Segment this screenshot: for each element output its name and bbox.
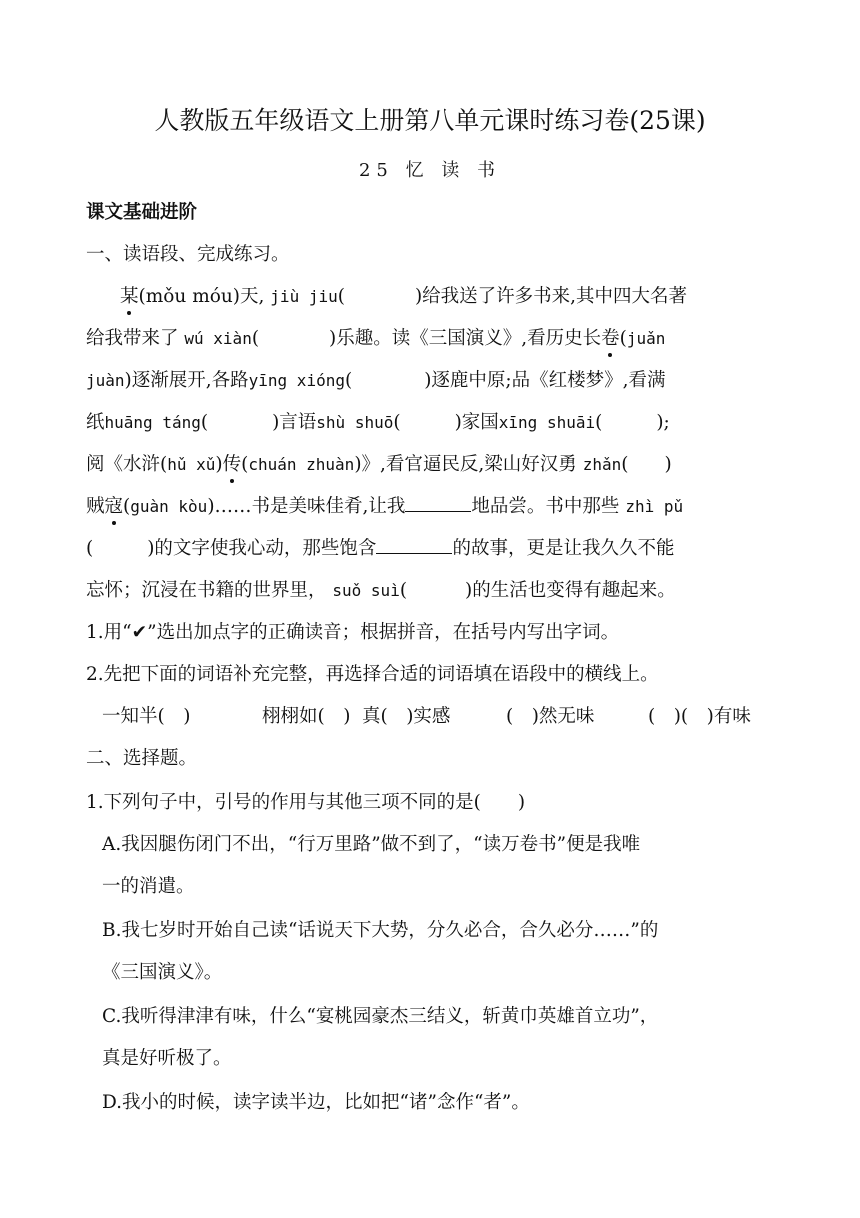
word-item-1: 一知半( ) (102, 706, 191, 727)
word-item-4: ( )然无味 (506, 706, 595, 727)
pinyin: zhì pǔ (625, 497, 684, 516)
choice-question-1: 1.下列句子中，引号的作用与其他三项不同的是( ) (86, 792, 526, 813)
part1-heading: 一、读语段、完成练习。 (86, 244, 290, 265)
option-b[interactable]: B.我七岁时开始自己读“话说天下大势，分久必合，合久必分……”的 (102, 920, 659, 941)
pinyin: hǔ xǔ (167, 455, 216, 474)
question-2: 2.先把下面的词语补充完整，再选择合适的词语填在语段中的横线上。 (86, 664, 659, 685)
option-a-continued: 一的消遣。 (102, 876, 195, 897)
part2-heading: 二、选择题。 (86, 748, 198, 769)
fill-blank-line[interactable] (405, 493, 471, 512)
pinyin: huāng táng (104, 413, 201, 432)
question-1: 1.用“✔”选出加点字的正确读音；根据拼音，在括号内写出字词。 (86, 622, 620, 643)
word-item-3: 真( )实感 (362, 706, 451, 727)
passage-line-3: juàn)逐渐展开,各路yīng xióng( )逐鹿中原;品《红楼梦》,看满 (86, 370, 666, 391)
passage-line-6: 贼寇(guàn kòu)……书是美味佳肴,让我 地品尝。书中那些 zhì pǔ (86, 492, 683, 522)
passage-line-7: ( )的文字使我心动，那些饱含 的故事，更是让我久久不能 (86, 534, 674, 564)
dotted-character: 某 (120, 282, 139, 312)
dotted-character: 卷 (601, 324, 620, 354)
pinyin: xīng shuāi (498, 413, 596, 432)
page-title: 人教版五年级语文上册第八单元课时练习卷(25课) (154, 106, 706, 135)
passage-line-4: 纸huāng táng( )言语shù shuō( )家国xīng shuāi( ); (86, 412, 670, 433)
pinyin: suǒ suì (332, 581, 400, 600)
pinyin: guàn kòu (130, 497, 208, 516)
passage-line-5: 阅《水浒(hǔ xǔ)传(chuán zhuàn)》,看官逼民反,梁山好汉勇 zhǎn( ) (86, 450, 672, 480)
pinyin: juàn (86, 371, 125, 390)
pinyin: wú xiàn (184, 329, 252, 348)
option-c[interactable]: C.我听得津津有味，什么“宴桃园豪杰三结义，斩黄巾英雄首立功”， (102, 1006, 659, 1027)
passage-line-1: 某(mǒu móu)天, jiù jiu( )给我送了许多书来,其中四大名著 (120, 282, 687, 312)
option-c-continued: 真是好听极了。 (102, 1048, 232, 1069)
pinyin: zhǎn (582, 455, 622, 474)
passage-line-2: 给我带来了 wú xiàn( )乐趣。读《三国演义》,看历史长卷(juǎn (86, 324, 665, 354)
fill-blank-line[interactable] (376, 535, 452, 554)
section-heading: 课文基础进阶 (86, 202, 198, 223)
pinyin: shù shuō (316, 413, 394, 432)
pinyin: yīng xióng (248, 371, 345, 390)
option-d[interactable]: D.我小的时候，读字读半边，比如把“诸”念作“者”。 (102, 1092, 530, 1113)
option-a[interactable]: A.我因腿伤闭门不出，“行万里路”做不到了，“读万卷书”便是我唯 (102, 834, 641, 855)
option-b-continued: 《三国演义》。 (102, 962, 223, 983)
word-item-2: 栩栩如( ) (262, 706, 351, 727)
passage-line-8: 忘怀；沉浸在书籍的世界里， suǒ suì( )的生活也变得有趣起来。 (86, 580, 676, 601)
pinyin: jiù jiu (270, 287, 338, 306)
word-item-5: ( )( )有味 (648, 706, 751, 727)
dotted-character: 寇 (105, 492, 124, 522)
pinyin: juǎn (626, 329, 666, 348)
pinyin: chuán zhuàn (248, 455, 355, 474)
lesson-subtitle: 25 忆 读 书 (358, 160, 502, 181)
dotted-character: 传 (223, 450, 242, 480)
